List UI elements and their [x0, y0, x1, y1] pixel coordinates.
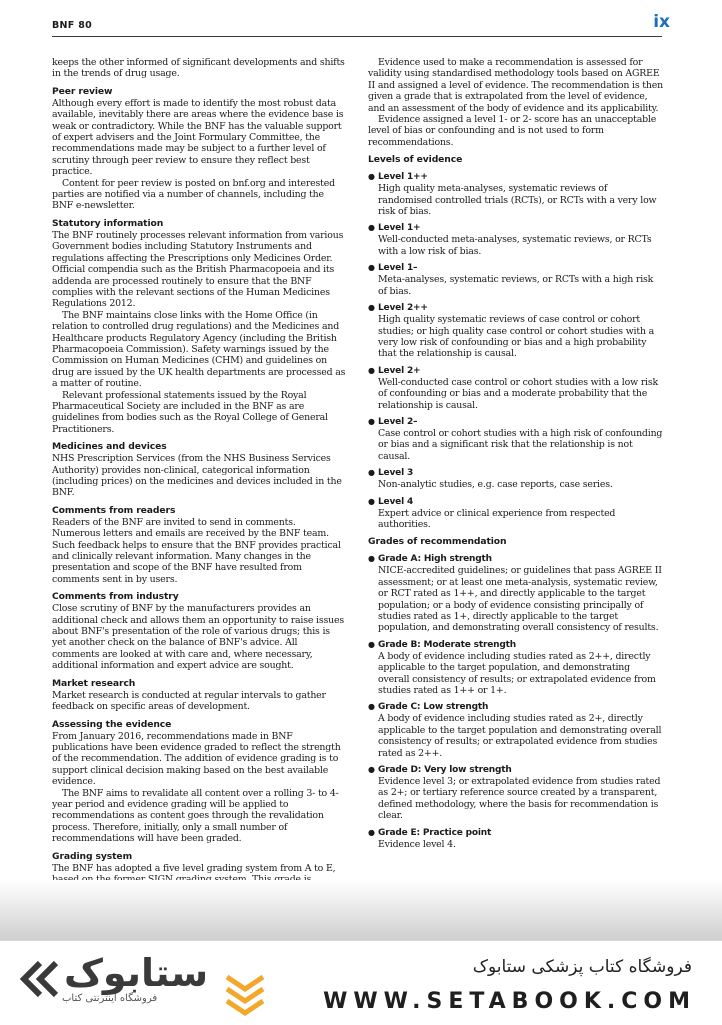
level-text: High quality systematic reviews of case control or cohort studies; or high quality case control or cohort studies with a very low risk of confounding or bias and a high probability that the relationship is causal.: [378, 314, 655, 360]
page-bottom-shadow: [0, 880, 722, 940]
grade-item: [368, 827, 664, 850]
paragraph: The BNF aims to revalidate all content over a rolling 3- to 4-year period and evidence grading will be applied to recommendations as content goes through the revalidation process. Therefore, initially, only a small number of recommendations will have been graded.: [52, 787, 339, 845]
bullet-icon: ●: [368, 468, 375, 478]
level-item: [368, 416, 664, 462]
level-item: [368, 262, 664, 297]
level-title: Level 4: [378, 496, 414, 507]
intro-paragraph: keeps the other informed of significant developments and shifts in the trends of drug usage.: [52, 57, 345, 80]
bullet-icon: ●: [368, 554, 375, 564]
heading-assessing-the-evidence: Assessing the evidence: [52, 718, 172, 730]
grade-text: A body of evidence including studies rated as 2++, directly applicable to the target population, and demonstrating overall consistency of results; or extrapolated evidence from studies rated as 1++ or 1+.: [378, 650, 656, 697]
grade-item: [368, 553, 664, 633]
level-item: [368, 365, 664, 411]
level-item: [368, 222, 664, 257]
grade-item: [368, 701, 664, 759]
grades-list: [368, 553, 664, 850]
level-text: Well-conducted case control or cohort studies with a low risk of confounding or bias and a moderate probability that the relationship is causal.: [378, 376, 658, 411]
paragraph: The BNF maintains close links with the Home Office (in relation to controlled drug regulations) and the Medicines and Healthcare products Regulatory Agency (including the British Pharmacopoeia Commission). Safety warnings issued by the Commission on Human Medicines (CHM) and guidelines on drug are issued by the UK health departments are processed as a matter of routine.: [52, 309, 346, 390]
paragraph: Evidence used to make a recommendation is assessed for validity using standardised methodology tools based on AGREE II and assigned a level of evidence. The recommendation is then given a grade that is extrapolated from the level of evidence, and an assessment of the body of evidence and its applicability.: [368, 57, 663, 114]
level-text: Case control or cohort studies with a high risk of confounding or bias and a significant risk that the relationship is not causal.: [378, 427, 663, 462]
level-item: [368, 171, 664, 217]
left-column: [52, 57, 346, 897]
store-banner: [0, 940, 722, 1025]
level-title: Level 2–: [378, 416, 418, 427]
running-head: BNF 80: [52, 20, 93, 31]
bullet-icon: ●: [368, 365, 375, 375]
levels-list: [368, 171, 664, 530]
level-item: [368, 496, 664, 531]
grade-title: Grade D: Very low strength: [378, 765, 512, 776]
heading-comments-from-readers: Comments from readers: [52, 504, 176, 516]
bullet-icon: ●: [368, 765, 375, 775]
level-item: [368, 302, 664, 360]
store-logo: [18, 951, 278, 1017]
heading-peer-review: Peer review: [52, 85, 113, 97]
paragraph: Readers of the BNF are invited to send in comments. Numerous letters and emails are received by the BNF team. Such feedback helps to ensure that the BNF provides practical and clinically relevant information. Many changes in the presentation and scope of the BNF have resulted from comments sent in by users.: [52, 516, 341, 585]
bullet-icon: ●: [368, 496, 375, 506]
logo-wordmark: ستابوک: [64, 951, 209, 995]
heading-statutory-information: Statutory information: [52, 217, 164, 229]
level-title: Level 3: [378, 468, 414, 479]
level-title: Level 1–: [378, 263, 418, 274]
bullet-icon: ●: [368, 702, 375, 712]
heading-levels-of-evidence: Levels of evidence: [368, 154, 463, 166]
heading-grades-of-recommendation: Grades of recommendation: [368, 536, 507, 548]
paragraph: The BNF routinely processes relevant information from various Government bodies including Statutory Instruments and regulations affecting the Prescriptions only Medicines Order. Official compendia such as the British Pharmacopoeia and its addenda are processed routinely to ensure that the BNF complies with the relevant sections of the Human Medicines Regulations 2012.: [52, 229, 344, 310]
grade-text: A body of evidence including studies rated as 2+, directly applicable to the target population and demonstrating overall consistency of results; or extrapolated evidence from studies rated as 2++.: [378, 713, 662, 759]
level-title: Level 2+: [378, 365, 421, 376]
level-title: Level 1+: [378, 223, 421, 234]
heading-medicines-and-devices: Medicines and devices: [52, 441, 167, 453]
level-title: Level 1++: [378, 172, 428, 183]
grade-title: Grade C: Low strength: [378, 702, 489, 713]
grade-text: Evidence level 4.: [378, 838, 456, 850]
heading-grading-system: Grading system: [52, 850, 133, 862]
paragraph: Relevant professional statements issued by the Royal Pharmaceutical Society are included in the BNF as are guidelines from bodies such as the Royal College of General Practitioners.: [52, 389, 328, 435]
bullet-icon: ●: [368, 827, 375, 837]
paragraph: From January 2016, recommendations made in BNF publications have been evidence graded to reflect the strength of the recommendation. The addition of evidence grading is to support clinical decision making based on the best available evidence.: [52, 730, 341, 788]
grade-title: Grade B: Moderate strength: [378, 639, 516, 650]
level-text: Non-analytic studies, e.g. case reports, case series.: [378, 479, 613, 491]
bullet-icon: ●: [368, 172, 375, 182]
level-text: High quality meta-analyses, systematic reviews of randomised controlled trials (RCTs), or RCTs with a very low risk of bias.: [378, 183, 657, 218]
bullet-icon: ●: [368, 303, 375, 313]
logo-subtitle: فروشگاه اینترنتی کتاب: [62, 993, 158, 1004]
grade-text: NICE-accredited guidelines; or guidelines that pass AGREE II assessment; or at least one meta-analysis, systematic review, or RCT rated as 1++, and directly applicable to the target population; or a body of evidence consisting principally of studies rated as 1+, directly applicable to the target population, and demonstrating overall consistency of results.: [378, 565, 662, 634]
paragraph: Although every effort is made to identify the most robust data available, inevitably there are areas where the evidence base is weak or contradictory. While the BNF has the valuable support of expert advisers and the Joint Formulary Committee, the recommendations made may be subject to a further level of scrutiny through peer review to ensure they reflect best practice.: [52, 97, 344, 178]
heading-comments-from-industry: Comments from industry: [52, 591, 179, 603]
heading-market-research: Market research: [52, 677, 136, 689]
bullet-icon: ●: [368, 263, 375, 273]
paragraph: Content for peer review is posted on bnf.org and interested parties are notified via a number of channels, including the BNF e-newsletter.: [52, 177, 335, 212]
grade-item: [368, 639, 664, 697]
bullet-icon: ●: [368, 223, 375, 233]
grade-title: Grade A: High strength: [378, 554, 492, 565]
grade-item: [368, 764, 664, 822]
right-column: [368, 57, 664, 850]
level-text: Expert advice or clinical experience from respected authorities.: [378, 507, 616, 530]
store-name: فروشگاه کتاب پزشکی ستابوک: [472, 957, 692, 977]
stacked-chevrons-icon: [223, 969, 267, 1019]
paragraph: NHS Prescription Services (from the NHS Business Services Authority) provides non-clinical, categorical information (including prices) on the medicines and devices included in the BNF.: [52, 453, 342, 499]
paragraph: Evidence assigned a level 1- or 2- score has an unacceptable level of bias or confounding and is not used to form recommendations.: [368, 114, 657, 148]
level-text: Meta-analyses, systematic reviews, or RCTs with a high risk of bias.: [378, 274, 654, 297]
level-text: Well-conducted meta-analyses, systematic reviews, or RCTs with a low risk of bias.: [378, 234, 652, 257]
bullet-icon: ●: [368, 639, 375, 649]
paragraph: Close scrutiny of BNF by the manufacturers provides an additional check and allows them an opportunity to raise issues about BNF's presentation of the role of various drugs; this is yet another check on the balance of BNF's advice. All comments are looked at with care and, where necessary, additional information and expert advice are sought.: [52, 603, 344, 672]
level-item: [368, 467, 664, 490]
grade-title: Grade E: Practice point: [378, 827, 492, 838]
paragraph: Market research is conducted at regular intervals to gather feedback on specific areas of development.: [52, 689, 326, 713]
grade-text: Evidence level 3; or extrapolated evidence from studies rated as 2+; or tertiary reference source created by a transparent, defined methodology, where the basis for recommendation is clear.: [378, 776, 661, 822]
store-url[interactable]: WWW.SETABOOK.COM: [323, 989, 696, 1014]
bullet-icon: ●: [368, 416, 375, 426]
page-header: [52, 6, 670, 37]
chevron-left-icon: [18, 957, 62, 1001]
page-number: ix: [653, 12, 670, 32]
paragraph: The BNF has adopted a five level grading system from A to E,: [52, 862, 336, 874]
level-title: Level 2++: [378, 303, 428, 314]
